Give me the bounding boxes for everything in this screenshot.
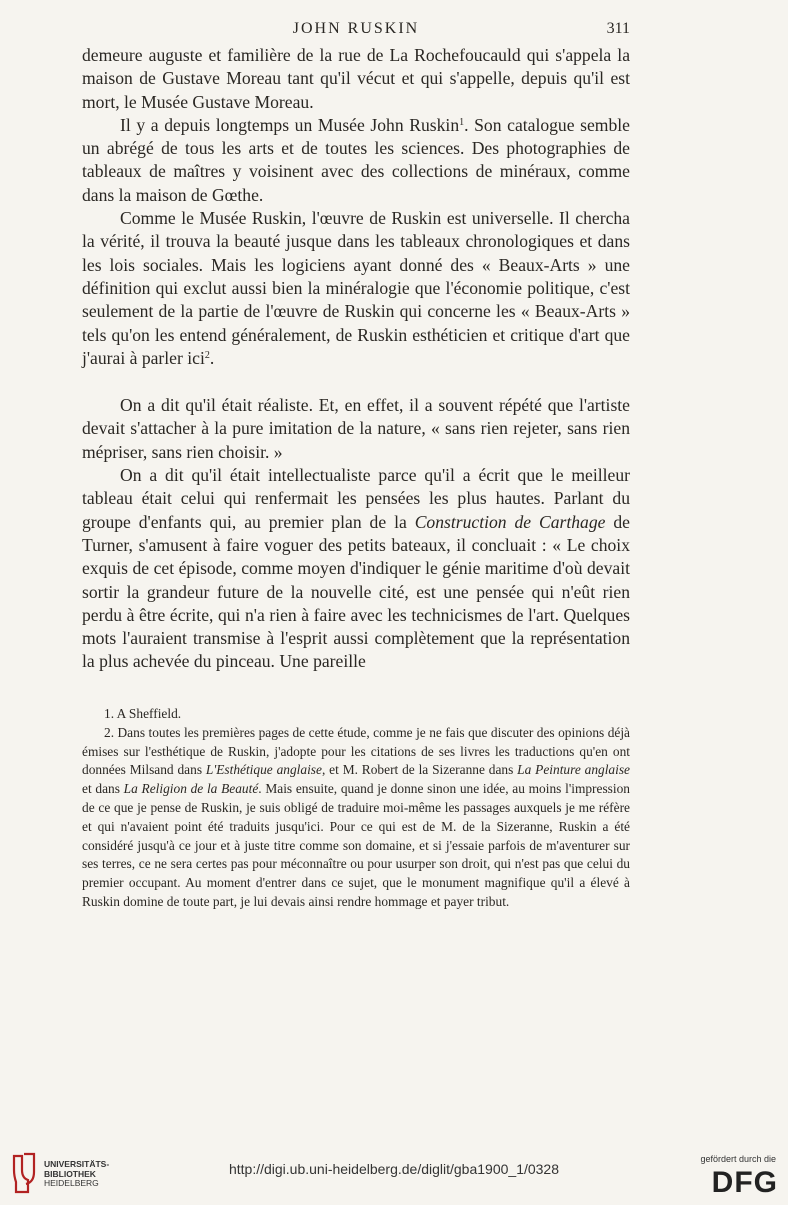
permalink [0, 1161, 788, 1177]
footnote-text: , et M. Robert de la Sizeranne dans [321, 762, 518, 778]
book-title: La Peinture anglaise [517, 762, 630, 778]
artwork-title: Construction de Carthage [414, 511, 606, 532]
sponsor-label: gefördert durch die [700, 1154, 776, 1164]
book-title: La Religion de la Beauté [123, 781, 259, 797]
library-name-line: HEIDELBERG [44, 1178, 99, 1188]
footnotes [82, 705, 630, 912]
paragraph-text: On a dit qu'il était intellectualiste parce qu'il a écrit que le meilleur tableau était celui qui renfermait les pensées les plus hautes. Parlant du groupe d'enfants qui, au premier plan de la [82, 465, 630, 532]
footnote-text: 2. Dans toutes les premières pages de cette étude, comme je ne fais que discuter des opinions déjà émises sur l'esthétique de Ruskin, j'adopte pour les citations de ses livres les traductions qu'en ont données Milsand dans [82, 724, 630, 778]
footnote-2 [82, 724, 630, 912]
footnote-ref[interactable]: 1 [459, 116, 465, 128]
paragraph-text: Comme le Musée Ruskin, l'œuvre de Ruskin est universelle. Il chercha la vérité, il trouva la beauté jusque dans les tableaux chronologiques et dans les lois sociales. Mais les logiciens ayant donné des « Beaux-Arts » une définition qui exclut aussi bien la minéralogie que l'économie politique, c'est seulement de la partie de l'œuvre de Ruskin qui concerne les « Beaux-Arts » tels qu'on les entend généralement, de Ruskin esthéticien et critique d'art que j'aurai à parler ici [82, 208, 630, 368]
footnote-1: 1. A Sheffield. [104, 706, 182, 721]
paragraph: On a dit qu'il était réaliste. Et, en effet, il a souvent répété que l'artiste devait s'attacher à la pure imitation de la nature, « sans rien rejeter, sans rien mépriser, sans rien choisir. » [82, 395, 630, 462]
book-title: L'Esthétique anglaise [205, 762, 322, 778]
paragraph [82, 464, 630, 674]
running-head-title: JOHN RUSKIN [292, 20, 420, 37]
footnote-text: et dans [82, 781, 124, 797]
footnote-ref[interactable]: 2 [204, 349, 210, 361]
page-number: 311 [606, 20, 630, 37]
paragraph: demeure auguste et familière de la rue de La Rochefoucauld qui s'appela la maison de Gustave Moreau tant qu'il vécut et qui s'appelle, depuis qu'il est mort, le Musée Gustave Moreau. [82, 45, 630, 112]
permalink-link[interactable]: http://digi.ub.uni-heidelberg.de/diglit/gba1900_1/0328 [228, 1161, 560, 1177]
paragraph-text: . [209, 347, 215, 368]
library-name-line: UNIVERSITÄTS- [44, 1159, 110, 1169]
body-text [82, 44, 630, 674]
paragraph [82, 207, 630, 370]
digitization-footer [0, 1140, 788, 1205]
paragraph-text: . Son catalogue semble un abrégé de tous les arts et de toutes les sciences. Des photographies de tableaux de maîtres y voisinent avec des collections de minéraux, comme dans la maison de Gœthe. [82, 114, 630, 205]
dfg-logo[interactable]: DFG [711, 1166, 778, 1199]
paragraph-text: Il y a depuis longtemps un Musée John Ruskin [120, 114, 460, 135]
paragraph-text: de Turner, s'amusent à faire voguer des petits bateaux, il concluait : « Le choix exquis de cet épisode, comme moyen d'indiquer le génie maritime d'où devait sortir la grandeur future de la nouvelle cité, est une pensée qui n'eût rien perdu à être écrite, qui n'a rien à faire avec les technicismes de l'art. Quelques mots l'auraient transmise à l'esprit aussi complètement que la représentation la plus achevée du pinceau. Une pareille [82, 511, 630, 672]
library-name-line: BIBLIOTHEK [44, 1168, 96, 1179]
running-head [82, 20, 630, 42]
footnote-text: . Mais ensuite, quand je donne sinon une idée, au moins l'impression de ce que je pense de Ruskin, je suis obligé de traduire moi-même les passages auxquels je me réfère et qui n'avaient point été traduits jusqu'ici. Pour ce qui est de M. de la Sizeranne, Ruskin a été considéré jusqu'à ce jour et à juste titre comme son domaine, et si j'essaie parfois de m'aventurer sur ses terres, ce ne sera certes pas pour méconnaître ou pour usurper son droit, qui n'est pas que celui du premier occupant. Au moment d'entrer dans ce sujet, que le monument magnifique qu'il a élevé à Ruskin domine de toute part, je lui devais ainsi rendre hommage et payer tribut. [82, 781, 630, 909]
paragraph [82, 114, 630, 207]
